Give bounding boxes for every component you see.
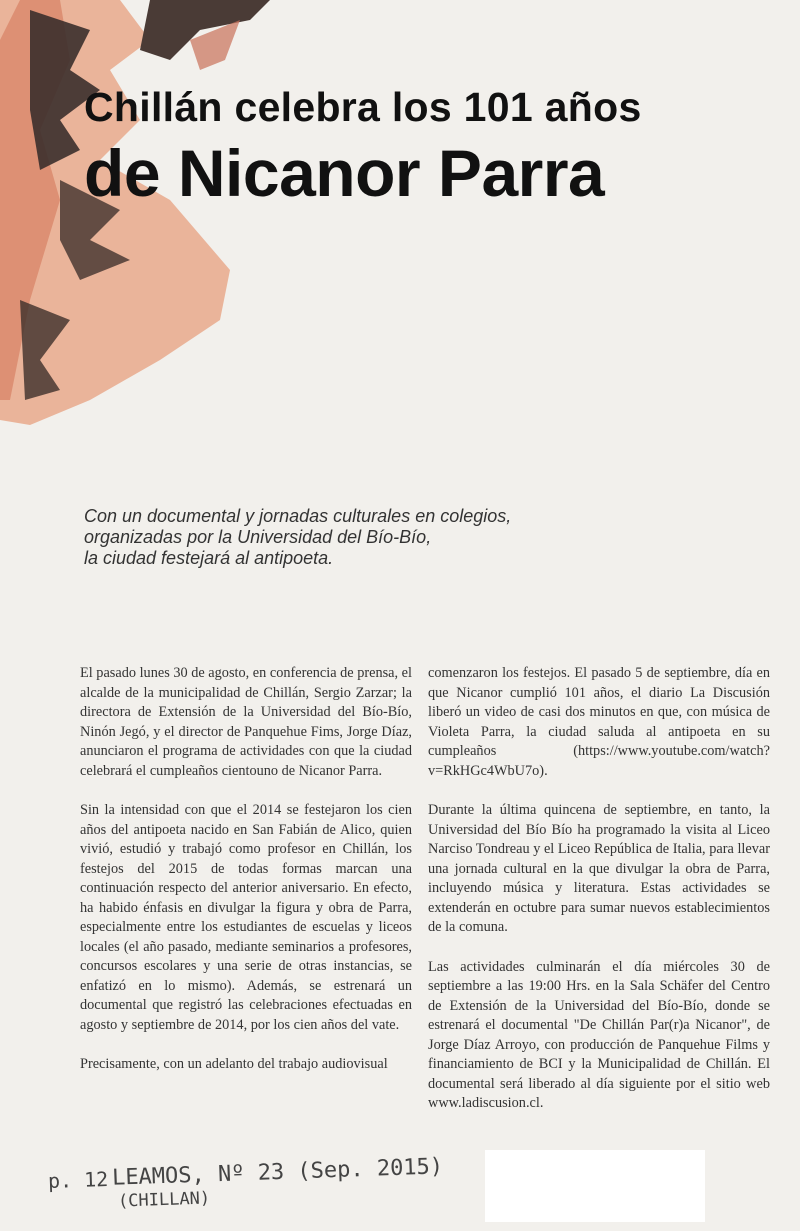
handwritten-source bbox=[112, 1154, 444, 1191]
handwritten-issue: , Nº 23 (Sep. 2015) bbox=[191, 1154, 444, 1188]
blank-label-patch bbox=[485, 1150, 705, 1222]
subtitle-line: organizadas por la Universidad del Bío-Bío, bbox=[84, 527, 432, 547]
subtitle-line: Con un documental y jornadas culturales en colegios, bbox=[84, 506, 512, 526]
headline-line-2: de Nicanor Parra bbox=[84, 136, 605, 210]
subtitle-line: la ciudad festejará al antipoeta. bbox=[84, 548, 334, 568]
handwritten-city: (CHILLAN) bbox=[117, 1188, 211, 1212]
article-column-right bbox=[428, 664, 770, 1134]
paragraph: Sin la intensidad con que el 2014 se festejaron los cien años del antipoeta nacido en San Fabián de Alico, quien vivió, estudió y trabajó como profesor en Chillán, los festejos del 2015 de todas formas marcan una continuación respecto del anterior aniversario. En efecto, ha habido énfasis en divulgar la figura y obra de Parra, especialmente entre los estudiantes de escuelas y liceos locales (el año pasado, mediante seminarios a profesores, concursos escolares y una serie de otras instancias, se enfatizó en lo mismo). Además, se estrenará un documental que registró las celebraciones efectuadas en agosto y septiembre de 2014, por los cien años del vate. bbox=[80, 802, 412, 1033]
paragraph: El pasado lunes 30 de agosto, en conferencia de prensa, el alcalde de la municipalidad de Chillán, Sergio Zarzar; la directora de Extensión de la Universidad del Bío-Bío, Ninón Jegó, y el director de Panquehue Fims, Jorge Díaz, anunciaron el programa de actividades con que la ciudad celebrará el cumpleaños cientouno de Nicanor Parra. bbox=[80, 665, 412, 779]
handwritten-source-name: LEAMOS bbox=[111, 1163, 192, 1191]
subtitle bbox=[84, 506, 511, 569]
article-column-left bbox=[80, 664, 412, 1095]
paragraph: comenzaron los festejos. El pasado 5 de septiembre, día en que Nicanor cumplió 101 años, el diario La Discusión liberó un video de casi dos minutos en que, con música de Violeta Parra, la ciudad saluda al antipoeta en su cumpleaños (https://www.youtube.com/watch?v=RkHGc4WbU7o). bbox=[428, 665, 770, 779]
headline-line-1: Chillán celebra los 101 años bbox=[84, 84, 642, 130]
brush-painting-illustration bbox=[0, 0, 300, 430]
paragraph: Las actividades culminarán el día miércoles 30 de septiembre a las 19:00 Hrs. en la Sala Schäfer del Centro de Extensión de la Universidad del Bío-Bío, donde se estrenará el documental "De Chillán Par(r)a Nicanor", de Jorge Díaz Arroyo, con producción de Panquehue Films y financiamiento de BCI y la Municipalidad de Chillán. El documental será liberado al día siguiente por el sitio web www.ladiscusion.cl. bbox=[428, 958, 770, 1111]
paragraph: Durante la última quincena de septiembre, en tanto, la Universidad del Bío Bío ha programado la visita al Liceo Narciso Tondreau y el Liceo República de Italia, para llevar una jornada cultural en la que divulgar la obra de Parra, incluyendo música y literatura. Estas actividades se extenderán en octubre para sumar nuevos establecimientos de la comuna. bbox=[428, 802, 770, 935]
paragraph: Precisamente, con un adelanto del trabajo audiovisual bbox=[80, 1056, 388, 1072]
handwritten-page: p. 12 bbox=[47, 1166, 109, 1194]
